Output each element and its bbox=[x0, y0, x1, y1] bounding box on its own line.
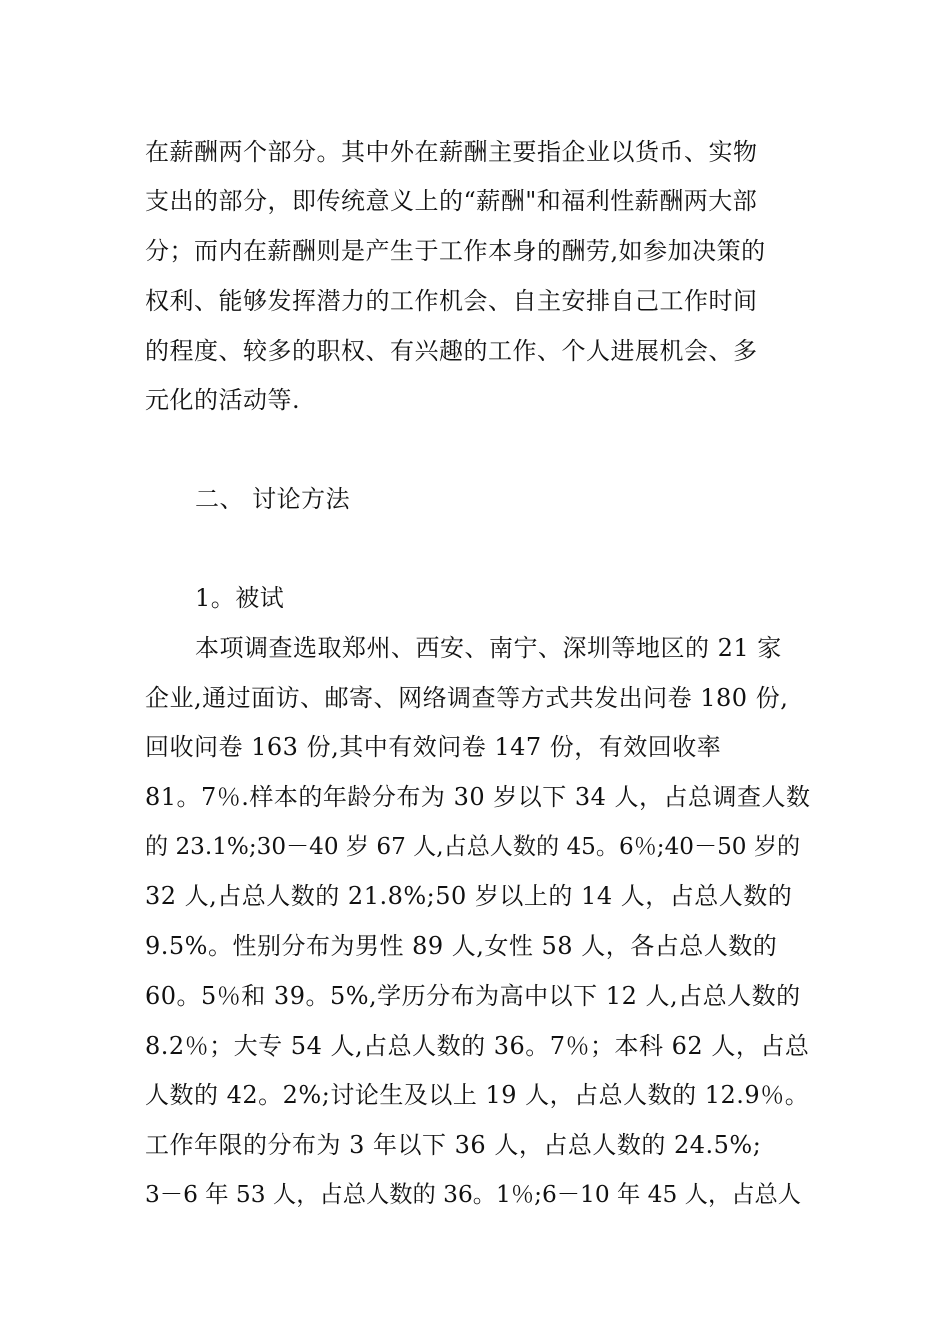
text-line: 8.2％；大专 54 人,占总人数的 36。7％；本科 62 人，占总 bbox=[145, 1032, 810, 1060]
text-line: 分；而内在薪酬则是产生于工作本身的酬劳,如参加决策的 bbox=[145, 237, 766, 265]
text-line: 工作年限的分布为 3 年以下 36 人，占总人数的 24.5%; bbox=[145, 1131, 762, 1159]
text-line: 的 23.1%;30－40 岁 67 人,占总人数的 45。6％;40－50 岁的 bbox=[145, 834, 801, 860]
text-line: 32 人,占总人数的 21.8%;50 岁以上的 14 人，占总人数的 bbox=[145, 882, 793, 910]
text-line: 元化的活动等. bbox=[145, 386, 301, 414]
text-line: 3－6 年 53 人，占总人数的 36。1％;6－10 年 45 人，占总人 bbox=[145, 1181, 802, 1208]
text-line: 支出的部分，即传统意义上的“薪酬"和福利性薪酬两大部 bbox=[145, 187, 758, 215]
text-line: 的程度、较多的职权、有兴趣的工作、个人进展机会、多 bbox=[145, 337, 758, 365]
text-line: 9.5%。性别分布为男性 89 人,女性 58 人，各占总人数的 bbox=[145, 932, 778, 960]
text-line: 企业,通过面访、邮寄、网络调查等方式共发出问卷 180 份, bbox=[145, 684, 789, 712]
text-line: 在薪酬两个部分。其中外在薪酬主要指企业以货币、实物 bbox=[145, 138, 758, 166]
text-line: 人数的 42。2%;讨论生及以上 19 人，占总人数的 12.9％。 bbox=[145, 1081, 810, 1109]
text-line: 本项调查选取郑州、西安、南宁、深圳等地区的 21 家 bbox=[195, 634, 782, 662]
subsection-heading: 1。被试 bbox=[195, 584, 285, 612]
section-heading: 二、 讨论方法 bbox=[195, 485, 351, 513]
text-line: 81。7％.样本的年龄分布为 30 岁以下 34 人，占总调查人数 bbox=[145, 783, 811, 811]
text-line: 权利、能够发挥潜力的工作机会、自主安排自己工作时间 bbox=[145, 287, 758, 315]
text-line: 60。5％和 39。5%,学历分布为高中以下 12 人,占总人数的 bbox=[145, 982, 801, 1010]
text-line: 回收问卷 163 份,其中有效问卷 147 份，有效回收率 bbox=[145, 733, 722, 761]
